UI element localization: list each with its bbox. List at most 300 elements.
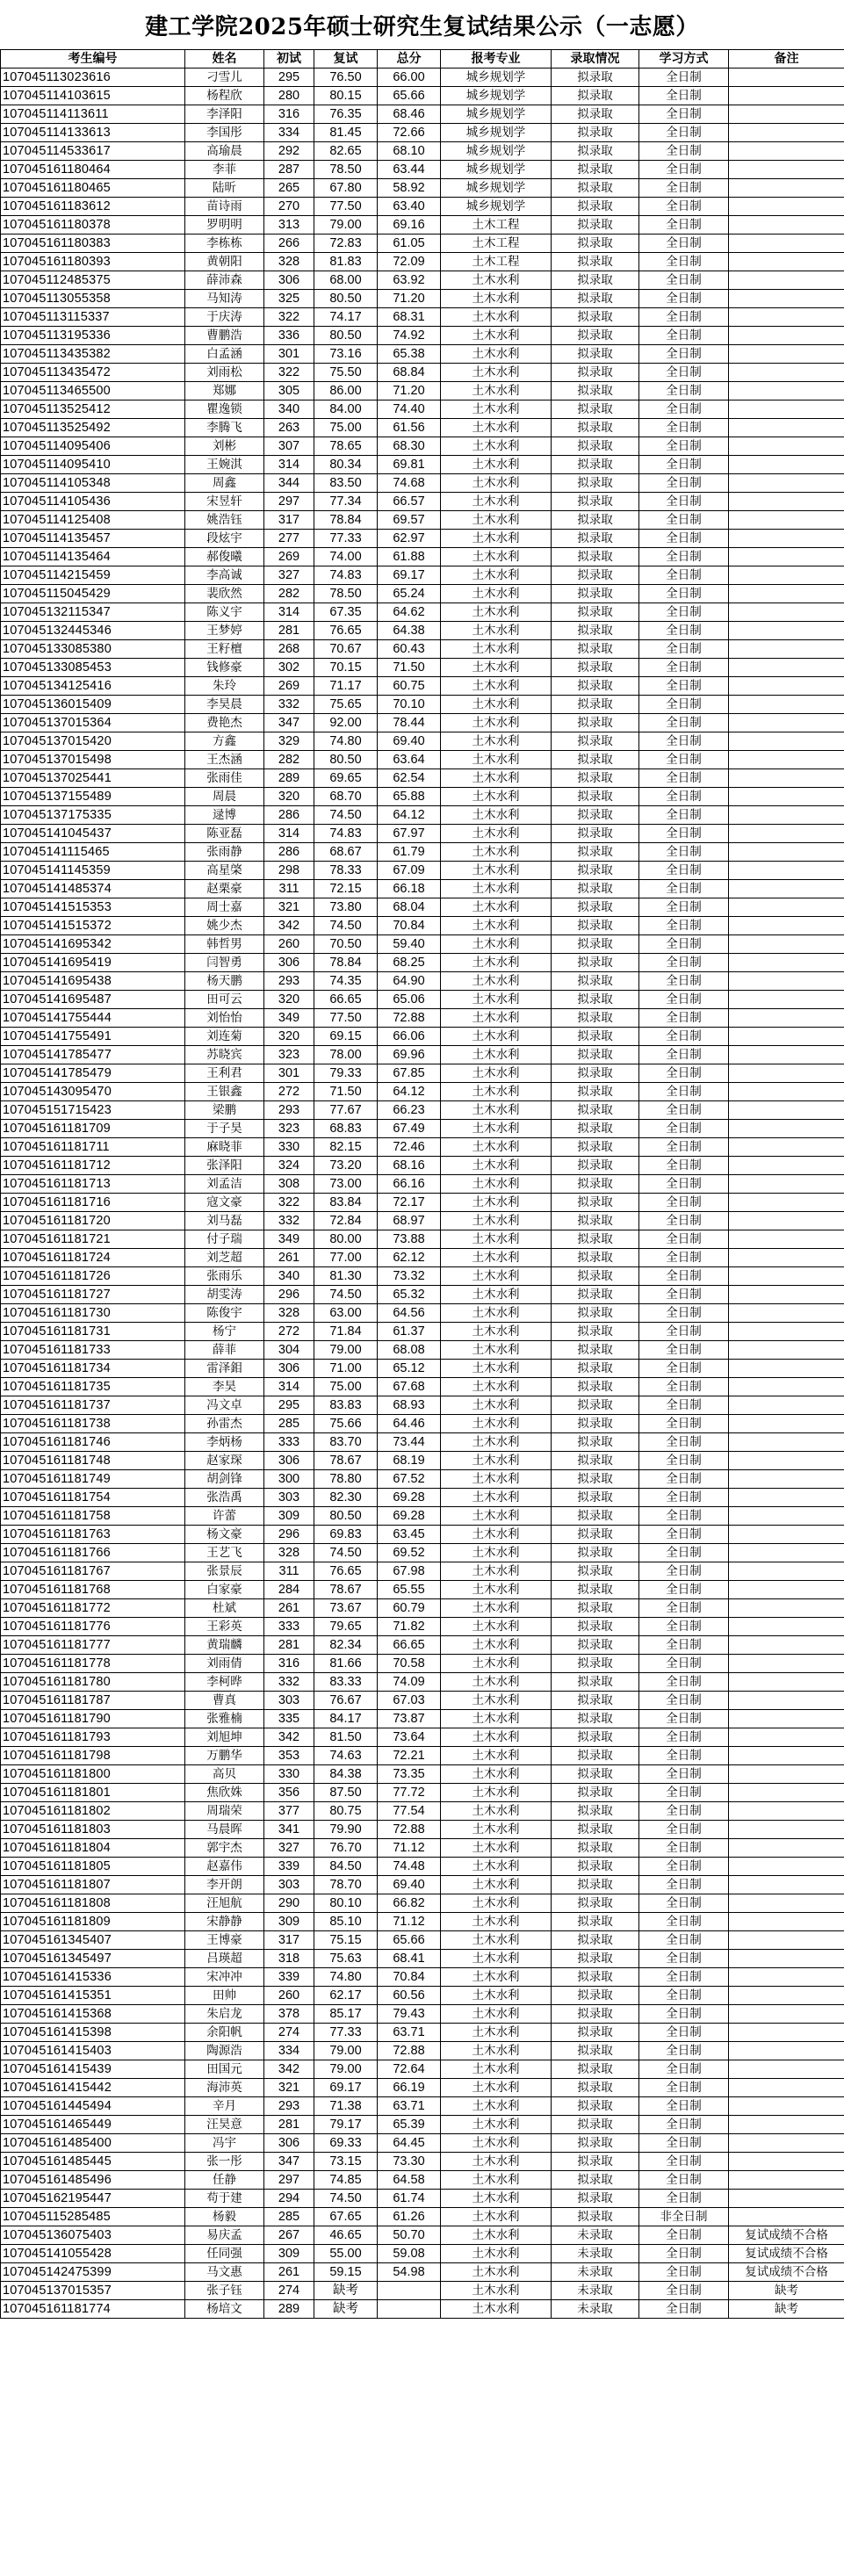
cell-remarks [729,935,844,954]
cell-study-mode: 全日制 [639,2300,729,2319]
cell-retest-score: 缺考 [314,2300,378,2319]
table-row [1,622,844,640]
cell-name: 马知涛 [185,290,264,308]
table-row [1,1765,844,1784]
cell-study-mode: 全日制 [639,2024,729,2042]
cell-admission-status: 拟录取 [552,585,639,603]
cell-major: 土木水利 [441,1028,552,1046]
cell-exam-id: 107045137015364 [1,714,185,732]
cell-admission-status: 拟录取 [552,235,639,253]
cell-retest-score: 75.50 [314,364,378,382]
table-row [1,1839,844,1858]
cell-retest-score: 78.67 [314,1452,378,1470]
cell-name: 张泽阳 [185,1157,264,1175]
cell-exam-id: 107045161181776 [1,1618,185,1636]
cell-exam-id: 107045161345497 [1,1950,185,1968]
cell-name: 刘雨松 [185,364,264,382]
cell-initial-score: 353 [264,1747,314,1765]
cell-exam-id: 107045113023616 [1,69,185,87]
cell-initial-score: 277 [264,530,314,548]
cell-total-score: 65.24 [378,585,441,603]
cell-initial-score: 344 [264,474,314,493]
cell-exam-id: 107045161181737 [1,1396,185,1415]
cell-name: 吕瑛超 [185,1950,264,1968]
cell-name: 张一彤 [185,2153,264,2171]
cell-admission-status: 拟录取 [552,2005,639,2024]
cell-major: 土木水利 [441,1507,552,1526]
cell-name: 刘旭坤 [185,1728,264,1747]
cell-remarks [729,917,844,935]
table-row [1,2153,844,2171]
cell-total-score: 61.37 [378,1323,441,1341]
cell-remarks [729,1526,844,1544]
cell-remarks [729,843,844,862]
cell-study-mode: 全日制 [639,2042,729,2060]
cell-study-mode: 全日制 [639,179,729,198]
cell-exam-id: 107045143095470 [1,1083,185,1101]
cell-major: 土木工程 [441,235,552,253]
header-exam-id: 考生编号 [1,50,185,69]
cell-initial-score: 267 [264,2226,314,2245]
cell-exam-id: 107045114133613 [1,124,185,142]
cell-remarks [729,1747,844,1765]
cell-exam-id: 107045161180464 [1,161,185,179]
cell-name: 姚少杰 [185,917,264,935]
cell-total-score: 62.12 [378,1249,441,1267]
cell-major: 土木水利 [441,2190,552,2208]
cell-total-score: 61.88 [378,548,441,566]
cell-major: 土木水利 [441,400,552,419]
cell-name: 薛沛森 [185,271,264,290]
cell-remarks [729,1101,844,1120]
cell-exam-id: 107045137175335 [1,806,185,825]
cell-retest-score: 74.35 [314,972,378,991]
cell-exam-id: 107045161181731 [1,1323,185,1341]
cell-initial-score: 330 [264,1138,314,1157]
cell-retest-score: 71.84 [314,1323,378,1341]
cell-major: 土木水利 [441,1138,552,1157]
cell-exam-id: 107045161181733 [1,1341,185,1360]
table-row [1,1802,844,1821]
cell-retest-score: 76.50 [314,69,378,87]
cell-initial-score: 322 [264,308,314,327]
cell-exam-id: 107045161181738 [1,1415,185,1433]
table-row [1,585,844,603]
cell-remarks [729,1396,844,1415]
cell-study-mode: 全日制 [639,751,729,769]
cell-major: 土木水利 [441,2060,552,2079]
cell-initial-score: 308 [264,1175,314,1194]
cell-total-score: 65.38 [378,345,441,364]
cell-name: 陶源浩 [185,2042,264,2060]
cell-name: 闫智勇 [185,954,264,972]
cell-retest-score: 46.65 [314,2226,378,2245]
cell-retest-score: 82.65 [314,142,378,161]
table-row [1,1470,844,1489]
cell-name: 李泽阳 [185,105,264,124]
cell-exam-id: 107045161181809 [1,1913,185,1931]
cell-study-mode: 全日制 [639,769,729,788]
cell-initial-score: 340 [264,1267,314,1286]
cell-retest-score: 74.83 [314,825,378,843]
cell-retest-score: 69.17 [314,2079,378,2097]
cell-remarks [729,511,844,530]
cell-exam-id: 107045161415351 [1,1987,185,2005]
cell-exam-id: 107045114135457 [1,530,185,548]
cell-name: 任静 [185,2171,264,2190]
cell-study-mode: 全日制 [639,1415,729,1433]
cell-exam-id: 107045161181804 [1,1839,185,1858]
cell-total-score: 68.93 [378,1396,441,1415]
table-row [1,235,844,253]
cell-total-score: 63.44 [378,161,441,179]
table-row [1,1378,844,1396]
cell-admission-status: 拟录取 [552,2079,639,2097]
cell-name: 方鑫 [185,732,264,751]
cell-study-mode: 全日制 [639,2060,729,2079]
cell-retest-score: 74.00 [314,548,378,566]
cell-retest-score: 77.33 [314,530,378,548]
cell-admission-status: 拟录取 [552,806,639,825]
cell-initial-score: 323 [264,1046,314,1064]
cell-study-mode: 全日制 [639,456,729,474]
cell-total-score: 72.66 [378,124,441,142]
cell-major: 土木水利 [441,511,552,530]
cell-initial-score: 265 [264,179,314,198]
cell-retest-score: 79.90 [314,1821,378,1839]
cell-remarks [729,1249,844,1267]
table-row [1,2134,844,2153]
cell-retest-score: 80.00 [314,1230,378,1249]
cell-initial-score: 309 [264,2245,314,2263]
cell-exam-id: 107045161181777 [1,1636,185,1655]
cell-admission-status: 拟录取 [552,898,639,917]
cell-study-mode: 全日制 [639,437,729,456]
cell-name: 瞿逸锁 [185,400,264,419]
cell-remarks [729,1138,844,1157]
cell-remarks [729,530,844,548]
cell-major: 土木水利 [441,2116,552,2134]
cell-admission-status: 拟录取 [552,1765,639,1784]
cell-admission-status: 拟录取 [552,1120,639,1138]
cell-exam-id: 107045161181758 [1,1507,185,1526]
cell-retest-score: 78.50 [314,161,378,179]
cell-admission-status: 拟录取 [552,1323,639,1341]
table-row [1,1636,844,1655]
cell-major: 土木水利 [441,1968,552,1987]
cell-major: 土木水利 [441,1415,552,1433]
table-row [1,2005,844,2024]
cell-retest-score: 71.17 [314,677,378,696]
cell-name: 李炳杨 [185,1433,264,1452]
cell-total-score: 64.56 [378,1304,441,1323]
cell-exam-id: 107045113525412 [1,400,185,419]
table-row [1,1064,844,1083]
cell-name: 朱玲 [185,677,264,696]
cell-total-score: 68.16 [378,1157,441,1175]
cell-name: 高贝 [185,1765,264,1784]
table-row [1,1581,844,1599]
cell-admission-status: 拟录取 [552,1839,639,1858]
cell-exam-id: 107045133085453 [1,659,185,677]
cell-retest-score: 62.17 [314,1987,378,2005]
cell-initial-score: 309 [264,1507,314,1526]
cell-total-score: 68.31 [378,308,441,327]
cell-remarks [729,659,844,677]
cell-name: 刘彬 [185,437,264,456]
cell-retest-score: 55.00 [314,2245,378,2263]
table-row [1,530,844,548]
cell-total-score: 60.79 [378,1599,441,1618]
cell-admission-status: 拟录取 [552,419,639,437]
cell-name: 白家豪 [185,1581,264,1599]
cell-name: 辛月 [185,2097,264,2116]
cell-total-score: 79.43 [378,2005,441,2024]
cell-major: 土木水利 [441,566,552,585]
table-row [1,142,844,161]
cell-remarks [729,1230,844,1249]
cell-total-score: 50.70 [378,2226,441,2245]
cell-admission-status: 拟录取 [552,161,639,179]
cell-admission-status: 拟录取 [552,1894,639,1913]
cell-remarks [729,290,844,308]
cell-initial-score: 378 [264,2005,314,2024]
cell-exam-id: 107045162195447 [1,2190,185,2208]
cell-exam-id: 107045161181774 [1,2300,185,2319]
cell-total-score: 59.08 [378,2245,441,2263]
cell-major: 土木水利 [441,1120,552,1138]
cell-initial-score: 301 [264,1064,314,1083]
cell-study-mode: 全日制 [639,1452,729,1470]
cell-name: 周瑞荣 [185,1802,264,1821]
cell-retest-score: 78.80 [314,1470,378,1489]
cell-admission-status: 拟录取 [552,69,639,87]
cell-initial-score: 305 [264,382,314,400]
table-row [1,862,844,880]
cell-name: 胡雯涛 [185,1286,264,1304]
cell-admission-status: 拟录取 [552,603,639,622]
table-row [1,1230,844,1249]
cell-name: 刘孟洁 [185,1175,264,1194]
cell-retest-score: 68.70 [314,788,378,806]
table-row [1,364,844,382]
cell-major: 土木水利 [441,640,552,659]
cell-retest-score: 80.75 [314,1802,378,1821]
cell-name: 李昊 [185,1378,264,1396]
cell-total-score: 66.57 [378,493,441,511]
cell-retest-score: 82.34 [314,1636,378,1655]
cell-admission-status: 拟录取 [552,530,639,548]
cell-admission-status: 未录取 [552,2245,639,2263]
cell-study-mode: 全日制 [639,1562,729,1581]
cell-retest-score: 71.00 [314,1360,378,1378]
cell-study-mode: 全日制 [639,382,729,400]
cell-initial-score: 297 [264,2171,314,2190]
table-row [1,1784,844,1802]
cell-total-score: 68.04 [378,898,441,917]
cell-admission-status: 拟录取 [552,1083,639,1101]
cell-name: 李开朗 [185,1876,264,1894]
cell-exam-id: 107045114105348 [1,474,185,493]
cell-exam-id: 107045161181802 [1,1802,185,1821]
cell-study-mode: 全日制 [639,124,729,142]
cell-major: 土木水利 [441,769,552,788]
table-row [1,216,844,235]
cell-total-score: 63.71 [378,2097,441,2116]
cell-exam-id: 107045161181767 [1,1562,185,1581]
cell-admission-status: 拟录取 [552,2190,639,2208]
cell-total-score: 59.40 [378,935,441,954]
cell-retest-score: 缺考 [314,2282,378,2300]
cell-remarks [729,1378,844,1396]
cell-study-mode: 非全日制 [639,2208,729,2226]
header-major: 报考专业 [441,50,552,69]
cell-total-score: 66.00 [378,69,441,87]
cell-study-mode: 全日制 [639,640,729,659]
cell-initial-score: 328 [264,1304,314,1323]
cell-total-score: 61.26 [378,2208,441,2226]
cell-name: 刘连菊 [185,1028,264,1046]
cell-major: 土木水利 [441,935,552,954]
table-row [1,566,844,585]
cell-name: 黄瑞麟 [185,1636,264,1655]
cell-name: 雷泽鉬 [185,1360,264,1378]
cell-major: 土木水利 [441,898,552,917]
cell-remarks [729,1692,844,1710]
cell-total-score: 58.92 [378,179,441,198]
cell-total-score: 68.46 [378,105,441,124]
cell-remarks [729,1028,844,1046]
cell-admission-status: 拟录取 [552,253,639,271]
cell-exam-id: 107045113195336 [1,327,185,345]
cell-exam-id: 107045141115465 [1,843,185,862]
cell-exam-id: 107045114105436 [1,493,185,511]
cell-major: 土木水利 [441,1876,552,1894]
cell-admission-status: 拟录取 [552,769,639,788]
cell-study-mode: 全日制 [639,2282,729,2300]
cell-remarks [729,696,844,714]
cell-initial-score: 261 [264,1249,314,1267]
page-title: 建工学院2025年硕士研究生复试结果公示（一志愿） [145,13,699,40]
table-row [1,1876,844,1894]
table-row [1,1452,844,1470]
cell-initial-score: 322 [264,1194,314,1212]
cell-study-mode: 全日制 [639,1212,729,1230]
table-row [1,1157,844,1175]
table-row [1,751,844,769]
cell-retest-score: 92.00 [314,714,378,732]
cell-name: 韩哲男 [185,935,264,954]
cell-retest-score: 76.65 [314,622,378,640]
cell-initial-score: 295 [264,69,314,87]
cell-total-score: 69.52 [378,1544,441,1562]
cell-exam-id: 107045161181790 [1,1710,185,1728]
cell-admission-status: 拟录取 [552,751,639,769]
cell-major: 土木水利 [441,1655,552,1673]
cell-retest-score: 86.00 [314,382,378,400]
cell-remarks [729,198,844,216]
cell-total-score: 78.44 [378,714,441,732]
cell-total-score: 69.28 [378,1507,441,1526]
table-row [1,2060,844,2079]
cell-exam-id: 107045115285485 [1,2208,185,2226]
cell-total-score: 69.96 [378,1046,441,1064]
cell-retest-score: 78.65 [314,437,378,456]
cell-study-mode: 全日制 [639,1101,729,1120]
cell-retest-score: 81.66 [314,1655,378,1673]
cell-retest-score: 81.30 [314,1267,378,1286]
cell-study-mode: 全日制 [639,235,729,253]
cell-admission-status: 拟录取 [552,1526,639,1544]
cell-retest-score: 83.84 [314,1194,378,1212]
cell-study-mode: 全日制 [639,1858,729,1876]
cell-major: 土木水利 [441,1360,552,1378]
cell-remarks [729,769,844,788]
cell-total-score: 71.82 [378,1618,441,1636]
cell-name: 易庆孟 [185,2226,264,2245]
cell-exam-id: 107045161445494 [1,2097,185,2116]
cell-total-score: 72.88 [378,1821,441,1839]
cell-initial-score: 334 [264,124,314,142]
cell-total-score: 67.97 [378,825,441,843]
table-row [1,1101,844,1120]
cell-initial-score: 281 [264,622,314,640]
cell-major: 土木水利 [441,732,552,751]
cell-admission-status: 拟录取 [552,1728,639,1747]
cell-name: 胡剑锋 [185,1470,264,1489]
cell-retest-score: 76.65 [314,1562,378,1581]
cell-remarks [729,1212,844,1230]
cell-admission-status: 拟录取 [552,1655,639,1673]
cell-study-mode: 全日制 [639,271,729,290]
cell-initial-score: 333 [264,1618,314,1636]
table-row [1,806,844,825]
cell-study-mode: 全日制 [639,1323,729,1341]
cell-exam-id: 107045161180378 [1,216,185,235]
cell-study-mode: 全日制 [639,2263,729,2282]
cell-major: 土木水利 [441,788,552,806]
cell-major: 土木水利 [441,917,552,935]
cell-total-score: 60.75 [378,677,441,696]
cell-total-score: 67.49 [378,1120,441,1138]
cell-initial-score: 272 [264,1083,314,1101]
cell-retest-score: 75.15 [314,1931,378,1950]
cell-total-score: 67.98 [378,1562,441,1581]
cell-total-score: 64.90 [378,972,441,991]
table-row [1,1950,844,1968]
header-admission-status: 录取情况 [552,50,639,69]
cell-total-score: 69.17 [378,566,441,585]
cell-initial-score: 330 [264,1765,314,1784]
cell-admission-status: 拟录取 [552,1230,639,1249]
cell-total-score: 70.84 [378,1968,441,1987]
table-row [1,1987,844,2005]
cell-retest-score: 68.67 [314,843,378,862]
cell-remarks [729,566,844,585]
cell-initial-score: 268 [264,640,314,659]
cell-exam-id: 107045161181801 [1,1784,185,1802]
cell-remarks [729,327,844,345]
cell-retest-score: 83.83 [314,1396,378,1415]
cell-initial-score: 335 [264,1710,314,1728]
cell-admission-status: 拟录取 [552,640,639,659]
table-row [1,1489,844,1507]
cell-initial-score: 340 [264,400,314,419]
cell-admission-status: 拟录取 [552,364,639,382]
cell-exam-id: 107045161181716 [1,1194,185,1212]
table-row [1,1618,844,1636]
cell-major: 土木水利 [441,419,552,437]
